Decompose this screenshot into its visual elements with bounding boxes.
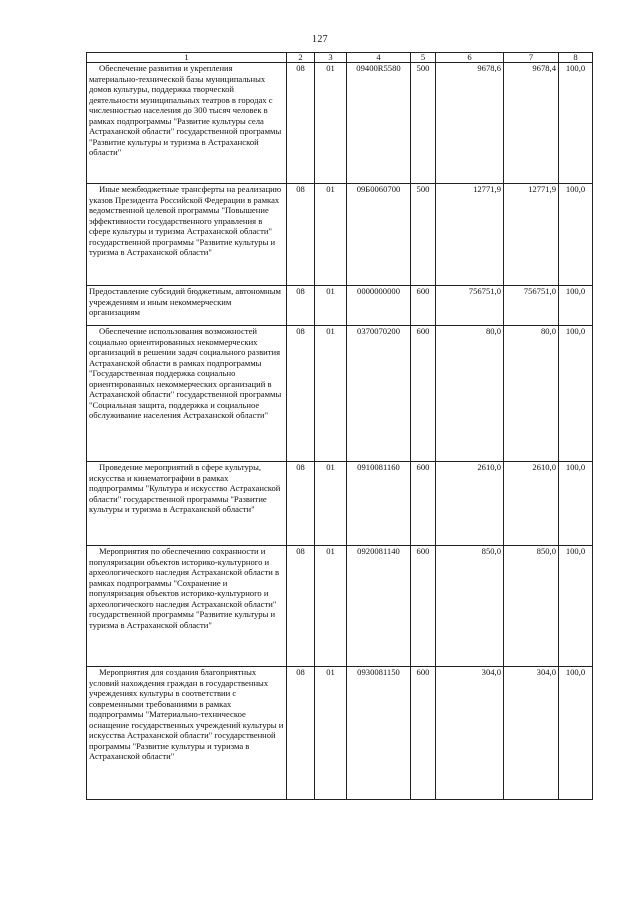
- row-description: Мероприятия по обеспечению сохранности и популяризации объектов историко-культурного и археологического наследия Астраханской области в рамках подпрограммы "Сохранение и популяризация объектов историко-культурного и археологического наследия Астраханской области" государственной программы "Развитие культуры и туризма в Астраханской области": [87, 546, 287, 667]
- section-code: 08: [287, 184, 315, 286]
- subsection-code: 01: [315, 667, 347, 800]
- subsection-code: 01: [315, 462, 347, 546]
- subsection-code: 01: [315, 546, 347, 667]
- expense-type-code: 500: [411, 63, 436, 184]
- target-article-code: 0370070200: [347, 326, 411, 462]
- section-code: 08: [287, 326, 315, 462]
- row-description: Предоставление субсидий бюджетным, автономным учреждениям и иным некоммерческим организациям: [87, 286, 287, 326]
- table-row: [87, 326, 593, 462]
- target-article-code: 0910081160: [347, 462, 411, 546]
- actual-amount: 304,0: [504, 667, 559, 800]
- plan-amount: 304,0: [436, 667, 504, 800]
- plan-amount: 850,0: [436, 546, 504, 667]
- execution-percent: 100,0: [559, 326, 593, 462]
- expense-type-code: 500: [411, 184, 436, 286]
- plan-amount: 12771,9: [436, 184, 504, 286]
- execution-percent: 100,0: [559, 462, 593, 546]
- target-article-code: 09Б0060700: [347, 184, 411, 286]
- table-row: [87, 63, 593, 184]
- section-code: 08: [287, 546, 315, 667]
- column-header-7: 7: [504, 53, 559, 63]
- execution-percent: 100,0: [559, 184, 593, 286]
- plan-amount: 9678,6: [436, 63, 504, 184]
- page-number: 127: [312, 34, 328, 45]
- plan-amount: 2610,0: [436, 462, 504, 546]
- table-row: [87, 184, 593, 286]
- column-header-4: 4: [347, 53, 411, 63]
- subsection-code: 01: [315, 184, 347, 286]
- table-row: [87, 667, 593, 800]
- actual-amount: 80,0: [504, 326, 559, 462]
- execution-percent: 100,0: [559, 286, 593, 326]
- execution-percent: 100,0: [559, 63, 593, 184]
- row-description: Мероприятия для создания благоприятных условий нахождения граждан в государственных учреждениях культуры в соответствии с современными требованиями в рамках подпрограммы "Материально-техническое оснащение государственных учреждений культуры и искусства Астраханской области" государственной программы "Развитие культуры и туризма в Астраханской области": [87, 667, 287, 800]
- target-article-code: 0920081140: [347, 546, 411, 667]
- actual-amount: 9678,4: [504, 63, 559, 184]
- section-code: 08: [287, 462, 315, 546]
- column-header-5: 5: [411, 53, 436, 63]
- table-row: [87, 286, 593, 326]
- actual-amount: 2610,0: [504, 462, 559, 546]
- row-description: Проведение мероприятий в сфере культуры, искусства и кинематографии в рамках подпрограммы "Культура и искусство Астраханской области" государственной программы "Развитие культуры и туризма в Астраханской области": [87, 462, 287, 546]
- actual-amount: 12771,9: [504, 184, 559, 286]
- target-article-code: 0930081150: [347, 667, 411, 800]
- row-description: Обеспечение развития и укрепления материально-технической базы муниципальных домов культуры, поддержка творческой деятельности муниципальных театров в городах с численностью населения до 300 тысяч человек в рамках подпрограммы "Развитие культуры села Астраханской области" государственной программы "Развитие культуры и туризма в Астраханской области": [87, 63, 287, 184]
- column-header-1: 1: [87, 53, 287, 63]
- expense-type-code: 600: [411, 667, 436, 800]
- header-row: [87, 53, 593, 63]
- subsection-code: 01: [315, 286, 347, 326]
- column-header-3: 3: [315, 53, 347, 63]
- expense-type-code: 600: [411, 462, 436, 546]
- table-row: [87, 546, 593, 667]
- column-header-8: 8: [559, 53, 593, 63]
- table-row: [87, 462, 593, 546]
- execution-percent: 100,0: [559, 667, 593, 800]
- expense-type-code: 600: [411, 326, 436, 462]
- row-description: Иные межбюджетные трансферты на реализацию указов Президента Российской Федерации в рамках ведомственной целевой программы "Повышение эффективности государственного управления в сфере культуры и туризма Астраханской области" государственной программы "Развитие культуры и туризма в Астраханской области": [87, 184, 287, 286]
- subsection-code: 01: [315, 63, 347, 184]
- target-article-code: 0000000000: [347, 286, 411, 326]
- subsection-code: 01: [315, 326, 347, 462]
- expense-type-code: 600: [411, 286, 436, 326]
- target-article-code: 09400R5580: [347, 63, 411, 184]
- section-code: 08: [287, 63, 315, 184]
- plan-amount: 756751,0: [436, 286, 504, 326]
- actual-amount: 756751,0: [504, 286, 559, 326]
- row-description: Обеспечение использования возможностей социально ориентированных некоммерческих организаций в решении задач социального развития Астраханской области в рамках подпрограммы "Государственная поддержка социально ориентированных некоммерческих организаций в Астраханской области" государственной программы "Социальная защита, поддержка и социальное обслуживание населения Астраханской области": [87, 326, 287, 462]
- column-header-2: 2: [287, 53, 315, 63]
- column-header-6: 6: [436, 53, 504, 63]
- section-code: 08: [287, 667, 315, 800]
- section-code: 08: [287, 286, 315, 326]
- plan-amount: 80,0: [436, 326, 504, 462]
- execution-percent: 100,0: [559, 546, 593, 667]
- budget-table: [86, 52, 593, 800]
- actual-amount: 850,0: [504, 546, 559, 667]
- expense-type-code: 600: [411, 546, 436, 667]
